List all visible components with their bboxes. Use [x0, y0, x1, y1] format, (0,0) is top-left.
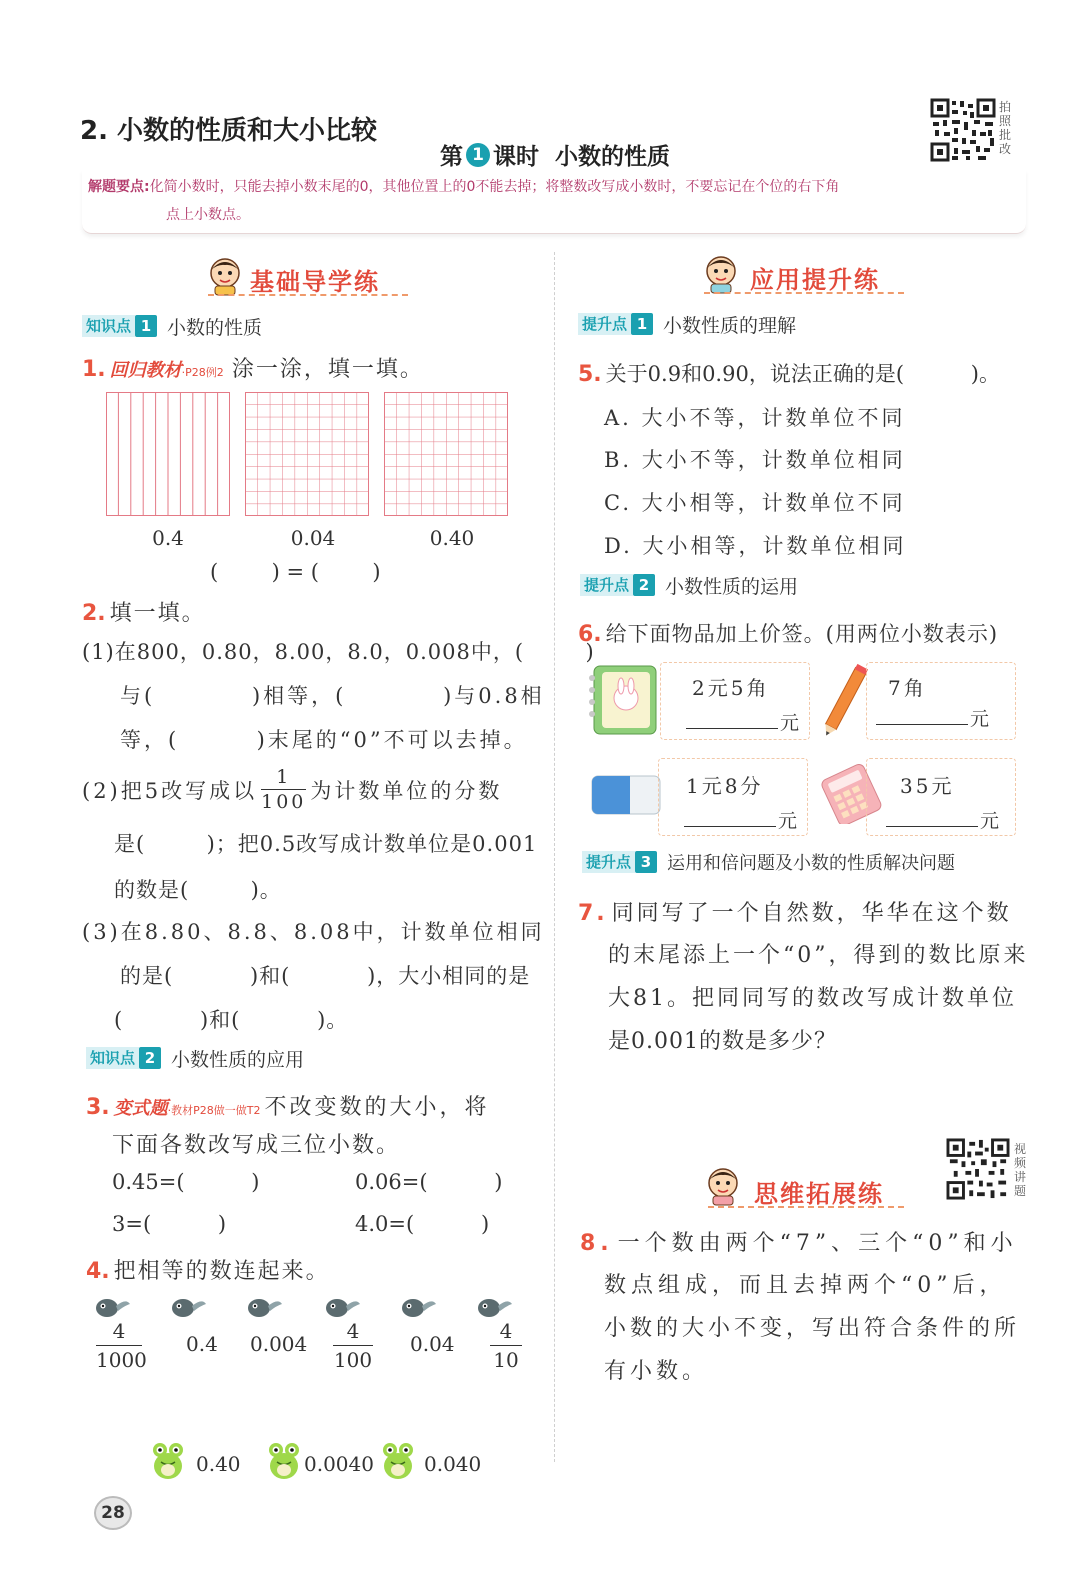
improve-point-3 — [582, 850, 955, 874]
question-3 — [86, 1090, 490, 1121]
q3-item-d[interactable]: 4.0=( ) — [355, 1212, 490, 1236]
q5-text[interactable]: 关于0.9和0.90，说法正确的是( )。 — [605, 362, 1000, 386]
q2-line-8[interactable]: 的是( )和( )，大小相同的是 — [120, 964, 531, 988]
q7-line-3: 大81。把同同写的数改写成计数单位 — [608, 986, 1017, 1011]
frac-bar — [261, 789, 306, 790]
q1-number: 1. — [82, 357, 106, 382]
q2-line-1[interactable]: (1)在800，0.80，8.00，8.0，0.008中，( ) — [82, 640, 595, 664]
q5-option-d[interactable]: D. 大小相等，计数单位相同 — [604, 534, 907, 558]
q8-number: 8. — [580, 1231, 614, 1256]
frog-icon — [150, 1440, 186, 1482]
q5-option-b[interactable]: B. 大小不等，计数单位相同 — [604, 448, 906, 472]
tadpole-icon — [244, 1294, 284, 1324]
q7-line-4: 是0.001的数是多少？ — [608, 1029, 837, 1054]
frog-icon — [266, 1440, 302, 1482]
tadpole-value-6[interactable] — [490, 1318, 522, 1373]
tv1-den: 1000 — [96, 1348, 147, 1372]
section-underline-applied — [704, 292, 904, 294]
tadpole-icon — [168, 1294, 208, 1324]
price-unit-4: 元 — [980, 810, 1000, 832]
column-divider — [554, 252, 555, 1462]
tv4-den: 100 — [333, 1348, 373, 1372]
q2-line-4 — [82, 766, 502, 813]
student-avatar-icon — [702, 254, 740, 294]
qr-label: 拍照批改 — [999, 100, 1012, 156]
ip-title: 小数性质的理解 — [663, 314, 797, 337]
q3-item-a[interactable]: 0.45=( ) — [112, 1170, 260, 1194]
subtitle-num-badge: 1 — [466, 143, 490, 167]
subtitle-post: 课时 小数的性质 — [493, 144, 671, 170]
q4-text: 把相等的数连起来。 — [113, 1259, 330, 1284]
pencil-icon — [820, 662, 868, 742]
kp-label: 知识点 — [82, 315, 135, 337]
price-4: 35元 — [900, 774, 955, 798]
q5-option-c[interactable]: C. 大小相等，计数单位不同 — [604, 491, 906, 515]
grid-label-1: 0.4 — [152, 526, 184, 550]
ip-num: 2 — [633, 574, 655, 596]
qr-code-icon[interactable] — [930, 98, 996, 162]
frog-value-2[interactable]: 0.0040 — [304, 1452, 374, 1476]
tip-line-1 — [88, 176, 839, 196]
q3-text: 不改变数的大小，将 — [264, 1095, 490, 1120]
q1-ref: ·P28例2 — [181, 366, 224, 379]
ip-label: 提升点 — [582, 851, 635, 873]
q8-line-2: 数点组成，而且去掉两个“0”后， — [604, 1273, 1007, 1298]
kp-title: 小数的性质 — [167, 316, 263, 339]
q7-line-1: 同同写了一个自然数，华华在这个数 — [611, 901, 1012, 926]
q3-number: 3. — [86, 1095, 110, 1120]
section-title-extend: 思维拓展练 — [754, 1180, 884, 1208]
price-2: 7角 — [888, 676, 927, 700]
q5-option-a[interactable]: A. 大小不等，计数单位不同 — [604, 406, 906, 430]
q2-text: 填一填。 — [109, 601, 206, 626]
q8-line-1: 一个数由两个“7”、三个“0”和小 — [617, 1231, 1018, 1256]
q8-line-3: 小数的大小不变，写出符合条件的所 — [604, 1316, 1021, 1341]
q1-equation[interactable]: ( ) = ( ) — [210, 560, 381, 584]
q1-text: 涂一涂，填一填。 — [231, 357, 424, 382]
price-unit-3: 元 — [778, 810, 798, 832]
price-unit-2: 元 — [970, 708, 990, 730]
ip-title: 小数性质的运用 — [665, 575, 799, 598]
price-blank-1[interactable] — [686, 728, 778, 729]
notebook-icon — [584, 660, 666, 740]
q2-l4a: (2)把5改写成以 — [82, 778, 258, 803]
price-3: 1元8分 — [686, 774, 764, 798]
tip-text-1: 化简小数时，只能去掉小数末尾的0，其他位置上的0不能去掉；将整数改写成小数时，不要忘记在个位的右下角 — [149, 179, 840, 195]
grid-hundredths-1[interactable] — [245, 392, 369, 516]
q2-line-5[interactable]: 是( )；把0.5改写成计数单位是0.001 — [114, 832, 538, 856]
tadpole-value-4[interactable] — [333, 1318, 373, 1373]
student-avatar-icon — [704, 1166, 742, 1206]
ip-label: 提升点 — [580, 574, 633, 596]
tadpole-value-3[interactable]: 0.004 — [250, 1332, 308, 1356]
lesson-subtitle — [440, 138, 670, 171]
q2-l4b: 为计数单位的分数 — [310, 778, 503, 803]
section-underline-basic — [208, 294, 408, 296]
price-1: 2元5角 — [692, 676, 770, 700]
q7-number: 7. — [578, 901, 608, 926]
kp-label: 知识点 — [86, 1047, 139, 1069]
q2-line-9[interactable]: ( )和( )。 — [114, 1008, 349, 1032]
grid-tenths[interactable] — [106, 392, 230, 516]
q3-ref: ·教材P28做一做T2 — [167, 1104, 261, 1117]
frog-value-3[interactable]: 0.040 — [424, 1452, 482, 1476]
question-5 — [578, 358, 1000, 388]
tadpole-value-1[interactable] — [96, 1318, 147, 1373]
grid-label-2: 0.04 — [290, 526, 336, 550]
eraser-icon — [588, 768, 664, 822]
tip-label: 解题要点: — [88, 179, 150, 195]
knowledge-point-2 — [86, 1046, 304, 1070]
q1-tag: 回归教材 — [109, 360, 182, 381]
fraction-1-100 — [261, 766, 306, 813]
tv1-bar — [96, 1345, 142, 1346]
question-8 — [580, 1226, 1018, 1257]
q3-item-c[interactable]: 3=( ) — [112, 1212, 227, 1236]
tv1-num: 4 — [112, 1319, 126, 1343]
price-blank-3[interactable] — [684, 826, 776, 827]
section-title-basic: 基础导学练 — [250, 268, 380, 296]
q2-number: 2. — [82, 601, 106, 626]
tv6-num: 4 — [499, 1319, 513, 1343]
lesson-title: 2. 小数的性质和大小比较 — [80, 116, 378, 146]
grid-hundredths-2[interactable] — [384, 392, 508, 516]
kp-title: 小数性质的应用 — [171, 1048, 305, 1071]
tadpole-icon — [398, 1294, 438, 1324]
question-6 — [578, 618, 998, 648]
knowledge-point-1 — [82, 314, 262, 338]
frog-value-1[interactable]: 0.40 — [196, 1452, 241, 1476]
question-1 — [82, 352, 424, 383]
question-7 — [578, 896, 1012, 927]
grid-label-3: 0.40 — [429, 526, 475, 550]
subtitle-pre: 第 — [440, 144, 463, 170]
section-underline-extend — [708, 1206, 904, 1208]
q7-line-2: 的末尾添上一个“0”，得到的数比原来 — [608, 943, 1029, 968]
q6-number: 6. — [578, 622, 602, 647]
ip-label: 提升点 — [578, 313, 631, 335]
kp-num: 1 — [135, 315, 157, 337]
kp-num: 2 — [139, 1047, 161, 1069]
tadpole-value-5[interactable]: 0.04 — [410, 1332, 455, 1356]
tv4-num: 4 — [346, 1319, 360, 1343]
question-4 — [86, 1254, 330, 1285]
ip-title: 运用和倍问题及小数的性质解决问题 — [667, 853, 956, 874]
q3-tag: 变式题 — [113, 1098, 168, 1119]
q6-text: 给下面物品加上价签。(用两位小数表示) — [605, 622, 999, 646]
q5-number: 5. — [578, 362, 602, 387]
q2-line-7: (3)在8.80、8.8、8.08中，计数单位相同 — [82, 920, 545, 944]
price-unit-1: 元 — [780, 712, 800, 734]
price-blank-2[interactable] — [876, 724, 968, 725]
page-number: 28 — [94, 1496, 132, 1530]
price-blank-4[interactable] — [886, 826, 978, 827]
q3-line-2: 下面各数改写成三位小数。 — [112, 1133, 401, 1158]
q8-line-4: 有小数。 — [604, 1359, 709, 1384]
ip-num: 1 — [631, 313, 653, 335]
ip-num: 3 — [635, 851, 657, 873]
tv6-bar — [490, 1345, 522, 1346]
qr-code-icon[interactable] — [946, 1138, 1010, 1200]
frac-num: 1 — [276, 766, 292, 788]
improve-point-1 — [578, 312, 796, 336]
section-title-applied: 应用提升练 — [750, 266, 880, 294]
tv6-den: 10 — [493, 1348, 519, 1372]
question-2 — [82, 596, 206, 627]
tip-line-2: 点上小数点。 — [166, 207, 250, 223]
improve-point-2 — [580, 573, 798, 597]
tadpole-value-2[interactable]: 0.4 — [186, 1332, 218, 1356]
q2-line-3[interactable]: 等，( )末尾的“0”不可以去掉。 — [120, 728, 528, 752]
q3-item-b[interactable]: 0.06=( ) — [355, 1170, 503, 1194]
frog-icon — [380, 1440, 416, 1482]
tv4-bar — [333, 1345, 373, 1346]
q2-line-6[interactable]: 的数是( )。 — [114, 878, 282, 902]
q4-number: 4. — [86, 1259, 110, 1284]
frac-den: 100 — [261, 791, 307, 813]
q2-line-2[interactable]: 与( )相等，( )与0.8相 — [120, 684, 545, 708]
student-avatar-icon — [206, 256, 244, 296]
qr2-label: 视频讲题 — [1014, 1142, 1027, 1198]
